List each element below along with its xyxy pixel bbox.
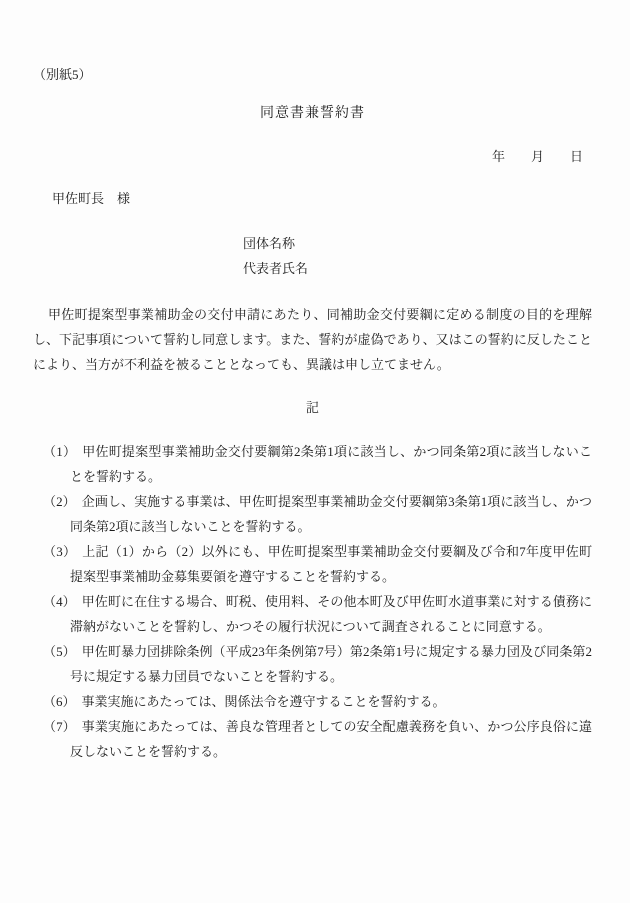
pledge-item-6-text: 事業実施にあたっては、関係法令を遵守することを誓約する。 (81, 694, 446, 709)
pledge-item-2-text: 企画し、実施する事業は、甲佐町提案型事業補助金交付要綱第3条第1項に該当し、かつ同条第2項に該当しないことを誓約する。 (70, 494, 592, 534)
pledge-list (33, 439, 592, 764)
section-marker-ki: 記 (305, 400, 319, 415)
pledge-item-1 (43, 439, 592, 489)
attachment-label: （別紙5） (33, 67, 92, 82)
pledge-item-1-number: （1） (43, 444, 77, 459)
date-line: 年 月 日 (491, 149, 583, 164)
document-title: 同意書兼誓約書 (260, 106, 365, 121)
org-name-label: 団体名称 (243, 236, 296, 251)
pledge-item-5-number: （5） (43, 644, 76, 659)
pledge-item-5 (43, 639, 592, 689)
pledge-item-2-number: （2） (43, 494, 76, 509)
pledge-item-4-text: 甲佐町に在住する場合、町税、使用料、その他本町及び甲佐町水道事業に対する債務に滞納がないことを誓約し、かつその履行状況について調査されることに同意する。 (70, 594, 592, 634)
pledge-item-7-number: （7） (43, 719, 76, 734)
pledge-item-2 (43, 489, 592, 539)
pledge-item-3-text: 上記（1）から（2）以外にも、甲佐町提案型事業補助金交付要綱及び令和7年度甲佐町提案型事業補助金募集要領を遵守することを誓約する。 (70, 544, 592, 584)
signature-block (243, 231, 592, 281)
representative-name-label: 代表者氏名 (243, 261, 309, 276)
pledge-item-6 (43, 689, 592, 714)
pledge-item-4 (43, 589, 592, 639)
pledge-item-3-number: （3） (43, 544, 77, 559)
pledge-item-1-text: 甲佐町提案型事業補助金交付要綱第2条第1項に該当し、かつ同条第2項に該当しないことを誓約する。 (70, 444, 592, 484)
pledge-item-4-number: （4） (43, 594, 76, 609)
pledge-item-5-text: 甲佐町暴力団排除条例（平成23年条例第7号）第2条第1号に規定する暴力団及び同条第2号に規定する暴力団員でないことを誓約する。 (70, 644, 592, 684)
pledge-item-7-text: 事業実施にあたっては、善良な管理者としての安全配慮義務を負い、かつ公序良俗に違反しないことを誓約する。 (70, 719, 592, 759)
preamble-paragraph: 甲佐町提案型事業補助金の交付申請にあたり、同補助金交付要綱に定める制度の目的を理解し、下記事項について誓約し同意します。また、誓約が虚偽であり、又はこの誓約に反したことにより、当方が不利益を被ることとなっても、異議は申し立てません。 (33, 307, 592, 372)
pledge-item-7 (43, 714, 592, 764)
pledge-item-3 (43, 539, 592, 589)
pledge-item-6-number: （6） (43, 694, 76, 709)
addressee-line: 甲佐町長 様 (52, 191, 131, 206)
